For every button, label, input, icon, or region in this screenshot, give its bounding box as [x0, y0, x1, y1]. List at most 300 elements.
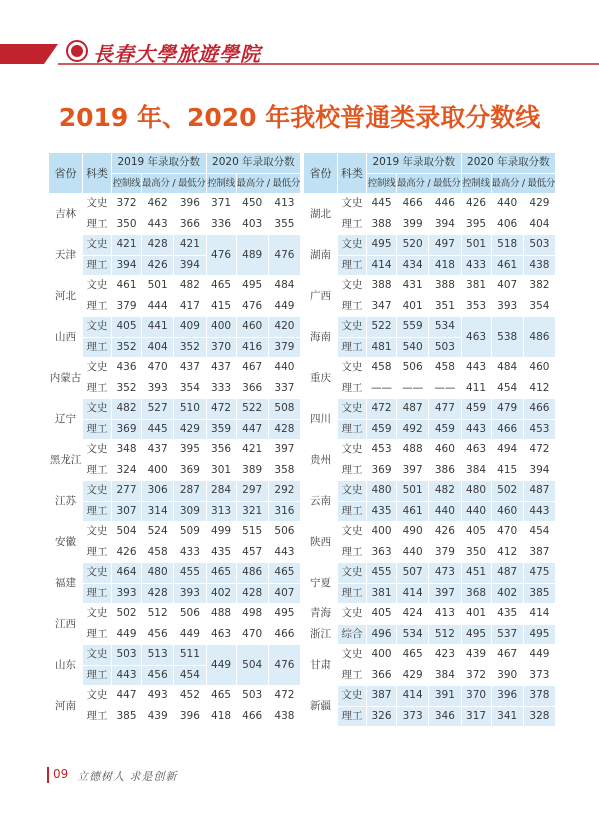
- control-2019-cell: 503: [112, 645, 142, 666]
- province-cell: 青海: [304, 604, 338, 625]
- control-2019-cell: 363: [367, 542, 397, 563]
- province-cell: 河南: [49, 686, 83, 727]
- control-2020-cell: 381: [461, 276, 491, 297]
- merged-2020-l20-cell: 486: [523, 317, 555, 358]
- max-2020-cell: 467: [236, 358, 268, 379]
- min-2020-cell: 472: [268, 686, 300, 707]
- min-2019-cell: 396: [174, 194, 206, 215]
- control-2019-cell: 369: [367, 460, 397, 481]
- min-2020-cell: 487: [523, 481, 555, 502]
- control-2019-cell: 472: [367, 399, 397, 420]
- header-category: 科类: [83, 153, 112, 194]
- max-2020-cell: 390: [491, 665, 523, 686]
- min-2020-cell: 460: [523, 358, 555, 379]
- category-cell: 文史: [83, 645, 112, 666]
- control-2019-cell: 445: [367, 194, 397, 215]
- control-2019-cell: 461: [112, 276, 142, 297]
- province-cell: 新疆: [304, 686, 338, 727]
- control-2020-cell: 418: [206, 706, 236, 727]
- category-cell: 理工: [338, 296, 367, 317]
- min-2019-cell: 309: [174, 501, 206, 522]
- category-cell: 文史: [83, 522, 112, 543]
- min-2020-cell: 404: [523, 214, 555, 235]
- control-2019-cell: 405: [367, 604, 397, 625]
- control-2020-cell: 499: [206, 522, 236, 543]
- control-2020-cell: 301: [206, 460, 236, 481]
- control-2020-cell: 359: [206, 419, 236, 440]
- min-2020-cell: 407: [268, 583, 300, 604]
- control-2019-cell: 522: [367, 317, 397, 338]
- category-cell: 理工: [83, 378, 112, 399]
- table-row: [49, 235, 301, 256]
- header-province: 省份: [49, 153, 83, 194]
- min-2020-cell: 394: [523, 460, 555, 481]
- min-2019-cell: 394: [174, 255, 206, 276]
- control-2019-cell: 381: [367, 583, 397, 604]
- max-2019-cell: 512: [142, 604, 174, 625]
- merged-2020-h20-cell: 538: [491, 317, 523, 358]
- control-2020-cell: 437: [206, 358, 236, 379]
- table-row: [304, 276, 556, 297]
- control-2020-cell: 451: [461, 563, 491, 584]
- province-cell: 陕西: [304, 522, 338, 563]
- max-2020-cell: 460: [236, 317, 268, 338]
- table-row: [304, 542, 556, 563]
- control-2020-cell: 368: [461, 583, 491, 604]
- control-2020-cell: 401: [461, 604, 491, 625]
- max-2019-cell: 559: [397, 317, 429, 338]
- max-2020-cell: 502: [491, 481, 523, 502]
- max-2019-cell: 470: [142, 358, 174, 379]
- province-cell: 安徽: [49, 522, 83, 563]
- control-2019-cell: 405: [112, 317, 142, 338]
- province-cell: 山西: [49, 317, 83, 358]
- max-2019-cell: 465: [397, 645, 429, 666]
- table-row: [49, 604, 301, 625]
- max-2020-cell: 412: [491, 542, 523, 563]
- control-2020-cell: 426: [461, 194, 491, 215]
- province-cell: 海南: [304, 317, 338, 358]
- min-2020-cell: 472: [523, 440, 555, 461]
- merged-2020-c20-cell: 463: [461, 317, 491, 358]
- max-2020-cell: 522: [236, 399, 268, 420]
- max-2020-cell: 341: [491, 706, 523, 727]
- min-2019-cell: 449: [174, 624, 206, 645]
- province-cell: 重庆: [304, 358, 338, 399]
- province-cell: 天津: [49, 235, 83, 276]
- category-cell: 文史: [338, 194, 367, 215]
- table-row: [304, 358, 556, 379]
- min-2019-cell: 455: [174, 563, 206, 584]
- table-row: [304, 194, 556, 215]
- province-cell: 山东: [49, 645, 83, 686]
- table-row: [49, 276, 301, 297]
- max-2019-cell: 440: [397, 542, 429, 563]
- table-row: [304, 440, 556, 461]
- min-2020-cell: 378: [523, 686, 555, 707]
- min-2019-cell: 413: [429, 604, 461, 625]
- min-2019-cell: 512: [429, 624, 461, 645]
- max-2020-cell: 403: [236, 214, 268, 235]
- min-2019-cell: 477: [429, 399, 461, 420]
- control-2019-cell: 372: [112, 194, 142, 215]
- merged-2020-l20-cell: 476: [268, 645, 300, 686]
- table-row: [304, 522, 556, 543]
- control-2019-cell: 277: [112, 481, 142, 502]
- province-cell: 黑龙江: [49, 440, 83, 481]
- max-2020-cell: 515: [236, 522, 268, 543]
- category-cell: 文史: [83, 235, 112, 256]
- min-2020-cell: 412: [523, 378, 555, 399]
- category-cell: 文史: [338, 317, 367, 338]
- control-2020-cell: 465: [206, 276, 236, 297]
- category-cell: 理工: [83, 337, 112, 358]
- category-cell: 理工: [338, 460, 367, 481]
- min-2019-cell: 391: [429, 686, 461, 707]
- max-2020-cell: 484: [491, 358, 523, 379]
- max-2019-cell: 429: [397, 665, 429, 686]
- table-row: [304, 399, 556, 420]
- min-2019-cell: 509: [174, 522, 206, 543]
- min-2020-cell: 413: [268, 194, 300, 215]
- control-2020-cell: 488: [206, 604, 236, 625]
- category-cell: 文史: [83, 358, 112, 379]
- province-cell: 江苏: [49, 481, 83, 522]
- category-cell: 文史: [83, 399, 112, 420]
- min-2019-cell: 423: [429, 645, 461, 666]
- max-2020-cell: 461: [491, 255, 523, 276]
- page-number: 09: [53, 767, 69, 781]
- table-row: [49, 337, 301, 358]
- max-2020-cell: 440: [491, 194, 523, 215]
- control-2019-cell: 447: [112, 686, 142, 707]
- category-cell: 理工: [338, 214, 367, 235]
- min-2019-cell: 418: [429, 255, 461, 276]
- max-2019-cell: 540: [397, 337, 429, 358]
- max-2019-cell: 314: [142, 501, 174, 522]
- category-cell: 文史: [83, 194, 112, 215]
- control-2019-cell: 421: [112, 235, 142, 256]
- min-2019-cell: 459: [429, 419, 461, 440]
- min-2019-cell: 534: [429, 317, 461, 338]
- max-2019-cell: 493: [142, 686, 174, 707]
- min-2019-cell: 421: [174, 235, 206, 256]
- control-2019-cell: 481: [367, 337, 397, 358]
- control-2020-cell: 472: [206, 399, 236, 420]
- min-2019-cell: 354: [174, 378, 206, 399]
- min-2020-cell: 438: [268, 706, 300, 727]
- header-max-min-2020: 最高分 / 最低分: [491, 173, 556, 194]
- province-cell: 福建: [49, 563, 83, 604]
- category-cell: 理工: [83, 665, 112, 686]
- min-2019-cell: 369: [174, 460, 206, 481]
- max-2019-cell: 513: [142, 645, 174, 666]
- max-2020-cell: 447: [236, 419, 268, 440]
- max-2019-cell: 439: [142, 706, 174, 727]
- table-row: [49, 194, 301, 215]
- max-2019-cell: 527: [142, 399, 174, 420]
- table-row: [304, 235, 556, 256]
- category-cell: 理工: [83, 214, 112, 235]
- table-row: [49, 378, 301, 399]
- header-band: [0, 0, 599, 84]
- table-row: [49, 706, 301, 727]
- min-2019-cell: 511: [174, 645, 206, 666]
- max-2019-cell: 393: [142, 378, 174, 399]
- control-2019-cell: 459: [367, 419, 397, 440]
- control-2019-cell: 326: [367, 706, 397, 727]
- table-row: [304, 419, 556, 440]
- control-2019-cell: 385: [112, 706, 142, 727]
- max-2019-cell: 445: [142, 419, 174, 440]
- header-control-line-2019: 控制线: [112, 173, 142, 194]
- min-2020-cell: 466: [523, 399, 555, 420]
- max-2020-cell: 406: [491, 214, 523, 235]
- min-2019-cell: 473: [429, 563, 461, 584]
- table-row: [304, 604, 556, 625]
- category-cell: 理工: [338, 501, 367, 522]
- control-2019-cell: 394: [112, 255, 142, 276]
- min-2020-cell: 465: [268, 563, 300, 584]
- max-2019-cell: 534: [397, 624, 429, 645]
- category-cell: 理工: [83, 706, 112, 727]
- province-cell: 吉林: [49, 194, 83, 235]
- province-cell: 江西: [49, 604, 83, 645]
- category-cell: 文史: [338, 645, 367, 666]
- max-2019-cell: 456: [142, 624, 174, 645]
- min-2020-cell: 475: [523, 563, 555, 584]
- min-2020-cell: 358: [268, 460, 300, 481]
- max-2019-cell: 414: [397, 583, 429, 604]
- max-2019-cell: 507: [397, 563, 429, 584]
- max-2019-cell: 461: [397, 501, 429, 522]
- table-row: [49, 440, 301, 461]
- min-2019-cell: 429: [174, 419, 206, 440]
- max-2020-cell: 460: [491, 501, 523, 522]
- table-row: [49, 522, 301, 543]
- control-2019-cell: 388: [367, 276, 397, 297]
- control-2019-cell: 455: [367, 563, 397, 584]
- table-row: [49, 214, 301, 235]
- max-2019-cell: 487: [397, 399, 429, 420]
- max-2019-cell: 501: [142, 276, 174, 297]
- header-2019: 2019 年录取分数: [367, 153, 462, 174]
- max-2020-cell: 396: [491, 686, 523, 707]
- control-2020-cell: 370: [206, 337, 236, 358]
- header-max-min-2020: 最高分 / 最低分: [236, 173, 301, 194]
- category-cell: 文史: [338, 481, 367, 502]
- min-2019-cell: 388: [429, 276, 461, 297]
- control-2020-cell: 353: [461, 296, 491, 317]
- province-cell: 四川: [304, 399, 338, 440]
- control-2020-cell: 372: [461, 665, 491, 686]
- control-2019-cell: 502: [112, 604, 142, 625]
- max-2020-cell: 321: [236, 501, 268, 522]
- max-2019-cell: 520: [397, 235, 429, 256]
- max-2020-cell: 486: [236, 563, 268, 584]
- max-2020-cell: 476: [236, 296, 268, 317]
- category-cell: 综合: [338, 624, 367, 645]
- table-row: [49, 481, 301, 502]
- category-cell: 文史: [338, 604, 367, 625]
- max-2020-cell: 435: [491, 604, 523, 625]
- min-2019-cell: 384: [429, 665, 461, 686]
- category-cell: 文史: [338, 399, 367, 420]
- min-2020-cell: 495: [523, 624, 555, 645]
- max-2020-cell: 498: [236, 604, 268, 625]
- min-2020-cell: 387: [523, 542, 555, 563]
- province-cell: 贵州: [304, 440, 338, 481]
- table-row: [304, 583, 556, 604]
- min-2019-cell: 510: [174, 399, 206, 420]
- min-2020-cell: 355: [268, 214, 300, 235]
- table-row: [49, 296, 301, 317]
- table-row: [49, 542, 301, 563]
- merged-2020-h20-cell: 489: [236, 235, 268, 276]
- min-2019-cell: 458: [429, 358, 461, 379]
- table-row: [304, 686, 556, 707]
- merged-2020-h20-cell: 504: [236, 645, 268, 686]
- max-2019-cell: 444: [142, 296, 174, 317]
- min-2020-cell: 438: [523, 255, 555, 276]
- table-row: [304, 460, 556, 481]
- max-2019-cell: 397: [397, 460, 429, 481]
- min-2020-cell: 449: [523, 645, 555, 666]
- max-2020-cell: 402: [491, 583, 523, 604]
- max-2019-cell: 428: [142, 235, 174, 256]
- control-2020-cell: 501: [461, 235, 491, 256]
- max-2019-cell: 434: [397, 255, 429, 276]
- control-2019-cell: 458: [367, 358, 397, 379]
- control-2019-cell: 307: [112, 501, 142, 522]
- control-2019-cell: 504: [112, 522, 142, 543]
- header-max-min-2019: 最高分 / 最低分: [397, 173, 462, 194]
- province-cell: 河北: [49, 276, 83, 317]
- control-2019-cell: 435: [367, 501, 397, 522]
- control-2019-cell: 348: [112, 440, 142, 461]
- min-2020-cell: 484: [268, 276, 300, 297]
- control-2019-cell: 387: [367, 686, 397, 707]
- category-cell: 文史: [338, 686, 367, 707]
- header-category: 科类: [338, 153, 367, 194]
- max-2019-cell: 306: [142, 481, 174, 502]
- max-2019-cell: 458: [142, 542, 174, 563]
- min-2020-cell: 449: [268, 296, 300, 317]
- min-2019-cell: 482: [429, 481, 461, 502]
- control-2020-cell: 439: [461, 645, 491, 666]
- control-2020-cell: 480: [461, 481, 491, 502]
- control-2020-cell: 284: [206, 481, 236, 502]
- table-row: [49, 358, 301, 379]
- min-2020-cell: 379: [268, 337, 300, 358]
- min-2019-cell: 287: [174, 481, 206, 502]
- category-cell: 理工: [83, 255, 112, 276]
- control-2019-cell: 480: [367, 481, 397, 502]
- category-cell: 理工: [83, 419, 112, 440]
- control-2020-cell: 435: [206, 542, 236, 563]
- control-2019-cell: 464: [112, 563, 142, 584]
- max-2019-cell: 399: [397, 214, 429, 235]
- control-2019-cell: ——: [367, 378, 397, 399]
- control-2020-cell: 411: [461, 378, 491, 399]
- merged-2020-c20-cell: 449: [206, 645, 236, 686]
- table-row: [49, 583, 301, 604]
- min-2019-cell: 446: [429, 194, 461, 215]
- control-2019-cell: 495: [367, 235, 397, 256]
- max-2020-cell: 416: [236, 337, 268, 358]
- control-2020-cell: 336: [206, 214, 236, 235]
- min-2019-cell: 366: [174, 214, 206, 235]
- max-2019-cell: ——: [397, 378, 429, 399]
- control-2019-cell: 414: [367, 255, 397, 276]
- header-2020: 2020 年录取分数: [461, 153, 556, 174]
- control-2019-cell: 449: [112, 624, 142, 645]
- category-cell: 文史: [338, 563, 367, 584]
- province-cell: 广西: [304, 276, 338, 317]
- min-2019-cell: 352: [174, 337, 206, 358]
- category-cell: 理工: [338, 378, 367, 399]
- max-2020-cell: 421: [236, 440, 268, 461]
- control-2020-cell: 313: [206, 501, 236, 522]
- max-2019-cell: 373: [397, 706, 429, 727]
- category-cell: 文史: [83, 686, 112, 707]
- max-2020-cell: 389: [236, 460, 268, 481]
- category-cell: 文史: [83, 317, 112, 338]
- min-2020-cell: 382: [523, 276, 555, 297]
- min-2020-cell: 354: [523, 296, 555, 317]
- table-row: [304, 255, 556, 276]
- control-2020-cell: 370: [461, 686, 491, 707]
- min-2019-cell: 506: [174, 604, 206, 625]
- control-2020-cell: 400: [206, 317, 236, 338]
- min-2020-cell: 466: [268, 624, 300, 645]
- control-2020-cell: 395: [461, 214, 491, 235]
- min-2019-cell: 497: [429, 235, 461, 256]
- max-2019-cell: 424: [397, 604, 429, 625]
- red-accent-bar: [0, 44, 58, 64]
- min-2020-cell: 440: [268, 358, 300, 379]
- max-2019-cell: 404: [142, 337, 174, 358]
- table-row: [304, 501, 556, 522]
- min-2020-cell: 385: [523, 583, 555, 604]
- max-2019-cell: 490: [397, 522, 429, 543]
- table-row: [304, 706, 556, 727]
- merged-2020-c20-cell: 476: [206, 235, 236, 276]
- max-2019-cell: 426: [142, 255, 174, 276]
- min-2019-cell: 379: [429, 542, 461, 563]
- control-2020-cell: 463: [461, 440, 491, 461]
- category-cell: 文史: [338, 276, 367, 297]
- province-cell: 湖北: [304, 194, 338, 235]
- control-2020-cell: 463: [206, 624, 236, 645]
- category-cell: 理工: [83, 583, 112, 604]
- control-2020-cell: 402: [206, 583, 236, 604]
- control-2020-cell: 443: [461, 358, 491, 379]
- table-row: [304, 665, 556, 686]
- header-2019: 2019 年录取分数: [112, 153, 207, 174]
- min-2020-cell: 508: [268, 399, 300, 420]
- left-score-table: [48, 152, 301, 727]
- table-row: [49, 317, 301, 338]
- min-2020-cell: 503: [523, 235, 555, 256]
- province-cell: 浙江: [304, 624, 338, 645]
- table-row: [49, 563, 301, 584]
- control-2019-cell: 379: [112, 296, 142, 317]
- control-2019-cell: 400: [367, 522, 397, 543]
- min-2020-cell: 428: [268, 419, 300, 440]
- min-2019-cell: 409: [174, 317, 206, 338]
- min-2019-cell: 417: [174, 296, 206, 317]
